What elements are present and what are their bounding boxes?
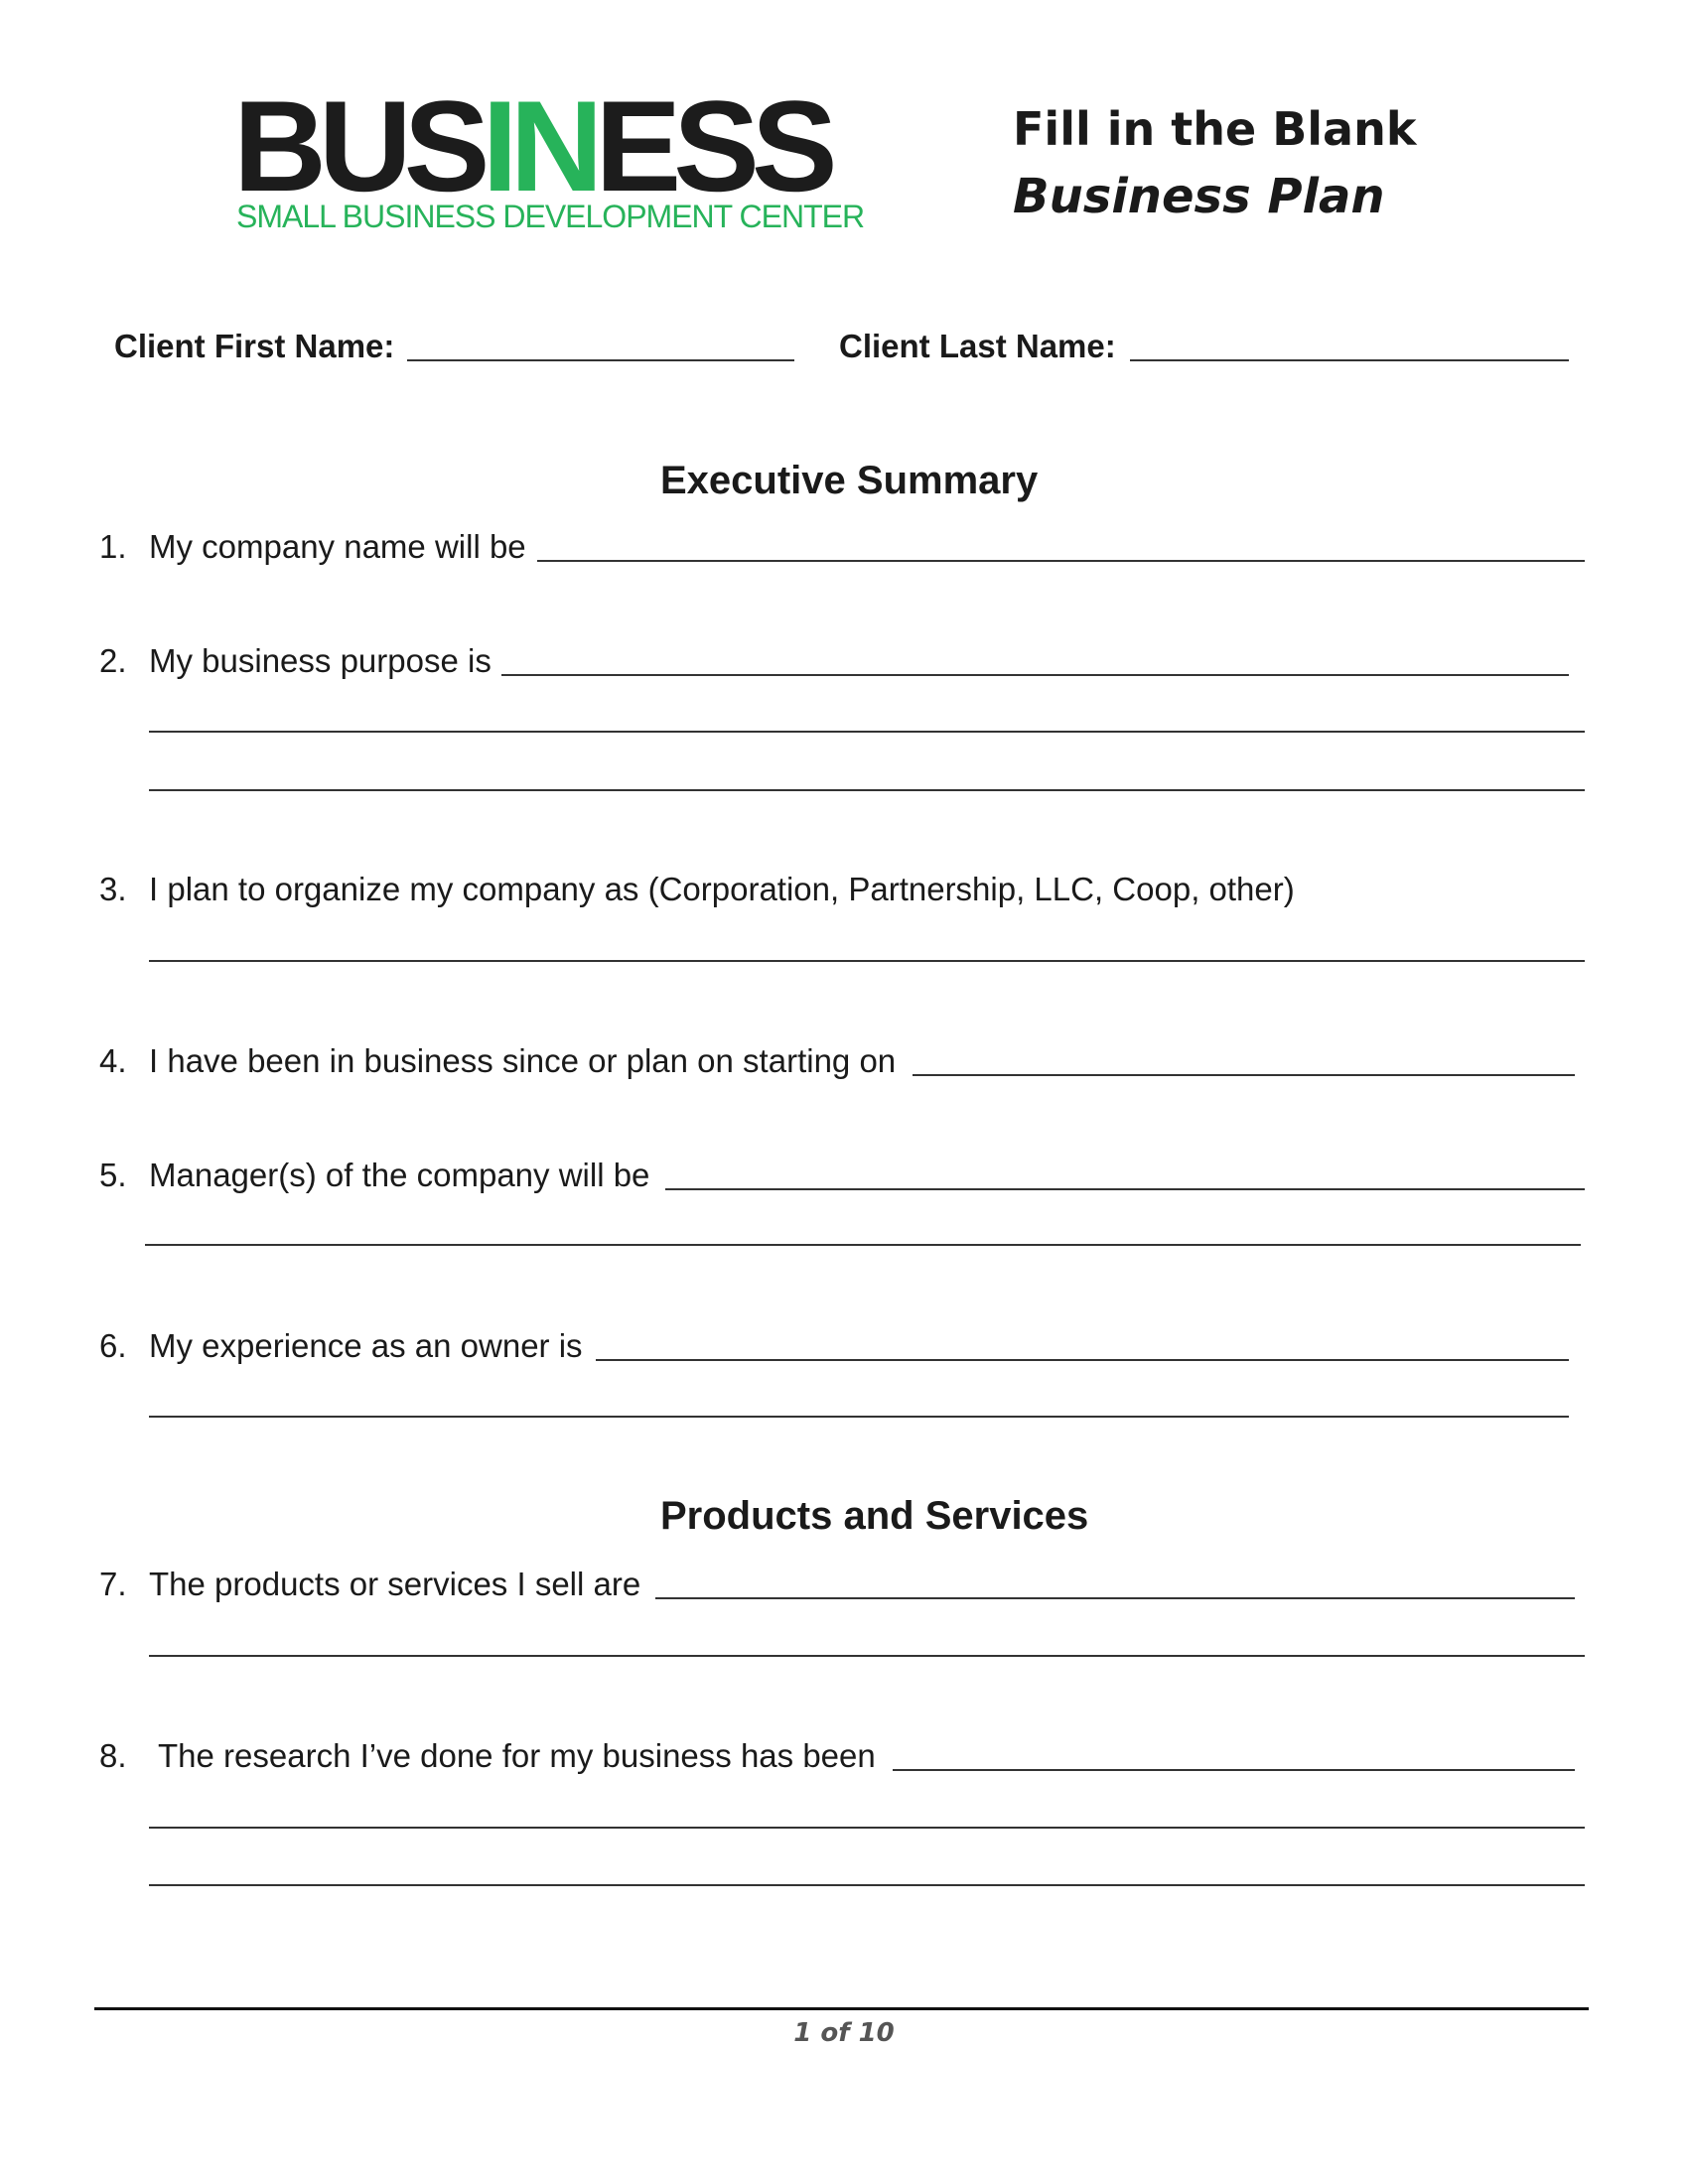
section-heading-executive-summary: Executive Summary: [660, 459, 1039, 502]
document-subtitle: Business Plan: [1013, 169, 1385, 224]
question-number: 7.: [99, 1566, 127, 1602]
question-number: 3.: [99, 871, 127, 907]
question-text: The products or services I sell are: [149, 1566, 641, 1602]
answer-line[interactable]: [149, 1416, 1569, 1418]
question-text: The research I’ve done for my business has been: [158, 1737, 876, 1774]
client-last-name-label: Client Last Name:: [839, 328, 1116, 364]
answer-line[interactable]: [149, 789, 1585, 791]
client-first-name-field[interactable]: [407, 359, 794, 361]
question-text: I plan to organize my company as (Corporation, Partnership, LLC, Coop, other): [149, 871, 1295, 907]
client-first-name-label: Client First Name:: [114, 328, 395, 364]
question-number: 2.: [99, 642, 127, 679]
logo-subtitle: SMALL BUSINESS DEVELOPMENT CENTER: [236, 199, 865, 234]
question-text: My experience as an owner is: [149, 1327, 583, 1364]
page-number: 1 of 10: [793, 2018, 895, 2048]
document-title: Fill in the Blank: [1013, 102, 1417, 156]
question-number: 4.: [99, 1042, 127, 1079]
answer-line[interactable]: [149, 1884, 1585, 1886]
answer-line[interactable]: [145, 1244, 1581, 1246]
question-text: Manager(s) of the company will be: [149, 1157, 650, 1193]
question-text: My business purpose is: [149, 642, 492, 679]
footer-divider: [94, 2007, 1589, 2010]
answer-line[interactable]: [596, 1359, 1569, 1361]
answer-line[interactable]: [893, 1769, 1575, 1771]
answer-line[interactable]: [913, 1074, 1575, 1076]
logo-wordmark: BUSINESS: [233, 73, 830, 218]
answer-line[interactable]: [149, 1655, 1585, 1657]
question-text: I have been in business since or plan on starting on: [149, 1042, 897, 1079]
question-text: My company name will be: [149, 528, 526, 565]
answer-line[interactable]: [665, 1188, 1585, 1190]
question-number: 1.: [99, 528, 127, 565]
answer-line[interactable]: [537, 560, 1585, 562]
answer-line[interactable]: [501, 674, 1569, 676]
section-heading-products-services: Products and Services: [660, 1494, 1089, 1538]
answer-line[interactable]: [149, 731, 1585, 733]
answer-line[interactable]: [149, 960, 1585, 962]
question-number: 6.: [99, 1327, 127, 1364]
answer-line[interactable]: [149, 1827, 1585, 1829]
question-number: 8.: [99, 1737, 127, 1774]
client-last-name-field[interactable]: [1130, 359, 1569, 361]
answer-line[interactable]: [655, 1597, 1575, 1599]
question-number: 5.: [99, 1157, 127, 1193]
